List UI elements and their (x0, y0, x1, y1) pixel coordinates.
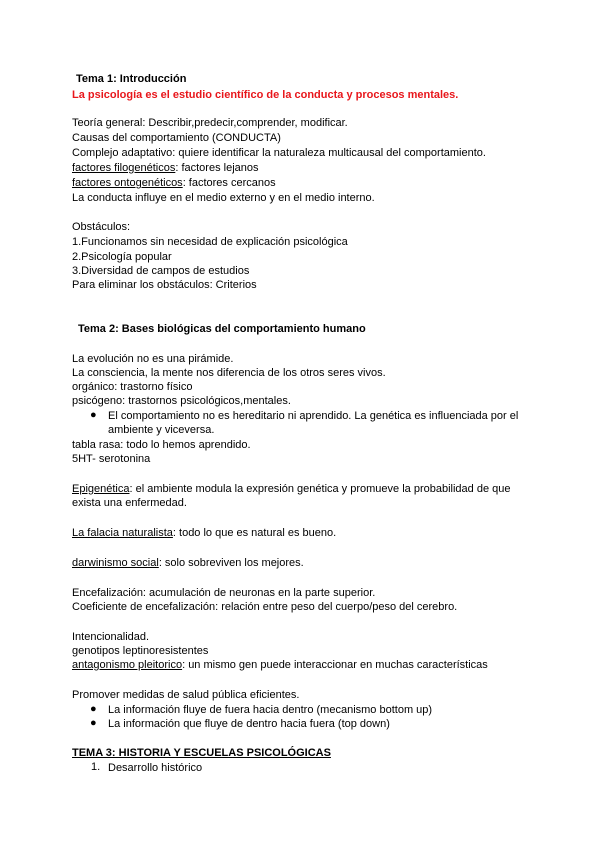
tema2-title: Tema 2: Bases biológicas del comportamiento humano (78, 323, 366, 335)
bullet-1-line-1: El comportamiento no es hereditario ni aprendido. La genética es influenciada por el (108, 410, 519, 422)
tema2-line-2: La consciencia, la mente nos diferencia de los otros seres vivos. (72, 367, 386, 379)
coeficiente-line: Coeficiente de encefalización: relación entre peso del cuerpo/peso del cerebro. (72, 601, 458, 613)
tema1-title: Tema 1: Introducción (76, 73, 187, 85)
tabla-rasa-line: tabla rasa: todo lo hemos aprendido. (72, 439, 251, 451)
eliminar-line: Para eliminar los obstáculos: Criterios (72, 279, 257, 291)
intencionalidad-line: Intencionalidad. (72, 631, 150, 643)
obstaculo-2: 2.Psicología popular (72, 251, 172, 263)
antagonismo-line (72, 658, 488, 672)
obstaculo-1: 1.Funcionamos sin necesidad de explicación psicológica (72, 236, 348, 248)
obstaculo-3: 3.Diversidad de campos de estudios (72, 265, 250, 277)
epigenetica-line-2: exista una enfermedad. (72, 497, 187, 509)
filogeneticos-term: factores filogenéticos (72, 162, 176, 174)
ontogeneticos-line (72, 176, 276, 190)
tema3-item-1: Desarrollo histórico (108, 762, 203, 774)
bullet-3-dot: ● (90, 717, 97, 729)
bullet-3-text: La información que fluye de dentro hacia fuera (top down) (108, 718, 390, 730)
filogeneticos-line (72, 161, 259, 175)
tema1-line-1: Teoría general: Describir,predecir,comprender, modificar. (72, 117, 348, 129)
tema3-title: TEMA 3: HISTORIA Y ESCUELAS PSICOLÓGICAS (72, 747, 331, 759)
epigenetica-line (72, 482, 510, 496)
falacia-line (72, 526, 336, 540)
tema1-line-2: Causas del comportamiento (CONDUCTA) (72, 132, 281, 144)
antagonismo-term: antagonismo pleitorico (72, 659, 183, 671)
falacia-term: La falacia naturalista (72, 527, 173, 539)
epigenetica-rest: : el ambiente modula la expresión genética y promueve la probabilidad de que (129, 483, 511, 495)
promover-line: Promover medidas de salud pública eficientes. (72, 689, 300, 701)
encefalizacion-line: Encefalización: acumulación de neuronas en la parte superior. (72, 587, 376, 599)
darwinismo-line (72, 556, 304, 570)
ontogeneticos-term: factores ontogenéticos (72, 177, 183, 189)
epigenetica-term: Epigenética (72, 483, 130, 495)
conducta-line: La conducta influye en el medio externo y en el medio interno. (72, 192, 375, 204)
obstaculos-title: Obstáculos: (72, 221, 131, 233)
tema3-item-1-number: 1. (91, 761, 101, 773)
tema1-definition: La psicología es el estudio científico de la conducta y procesos mentales. (72, 89, 459, 101)
tema1-line-3: Complejo adaptativo: quiere identificar la naturaleza multicausal del comportamiento. (72, 147, 486, 159)
serotonina-line: 5HT- serotonina (72, 453, 151, 465)
falacia-rest: : todo lo que es natural es bueno. (172, 527, 337, 539)
bullet-1-line-2: ambiente y viceversa. (108, 424, 215, 436)
bullet-2-text: La información fluye de fuera hacia dentro (mecanismo bottom up) (108, 704, 433, 716)
bullet-2-dot: ● (90, 703, 97, 715)
antagonismo-rest: : un mismo gen puede interaccionar en muchas características (182, 659, 488, 671)
genotipos-line: genotipos leptinoresistentes (72, 645, 209, 657)
filogeneticos-rest: : factores lejanos (175, 162, 259, 174)
darwinismo-term: darwinismo social (72, 557, 159, 569)
tema2-line-4: psicógeno: trastornos psicológicos,mentales. (72, 395, 291, 407)
bullet-1-dot: ● (90, 409, 97, 421)
ontogeneticos-rest: : factores cercanos (182, 177, 276, 189)
tema2-line-3: orgánico: trastorno físico (72, 381, 193, 393)
tema2-line-1: La evolución no es una pirámide. (72, 353, 234, 365)
darwinismo-rest: : solo sobreviven los mejores. (158, 557, 304, 569)
